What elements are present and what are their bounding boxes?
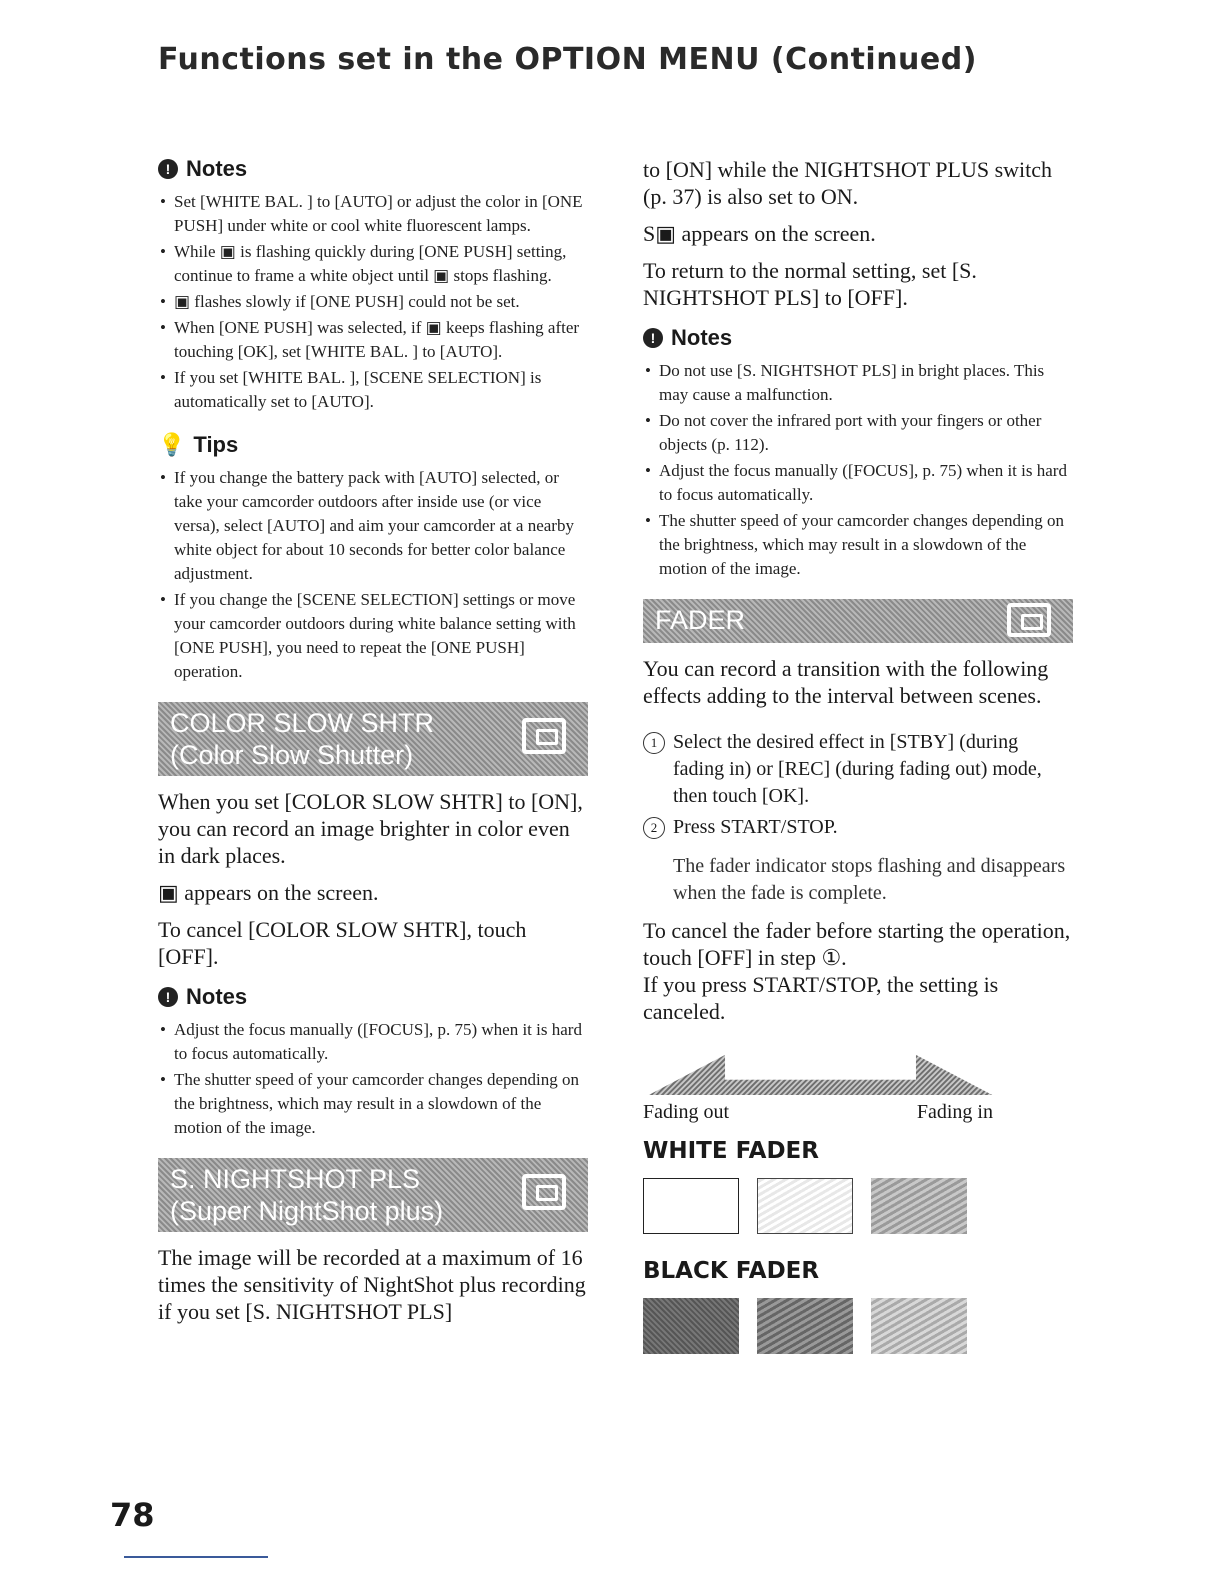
- fade-in-label: Fading in: [916, 1101, 993, 1123]
- list-item: • If you change the [SCENE SELECTION] settings or move your camcorder outdoors during white balance setting with [ONE PUSH], you need to repeat the [ONE PUSH] operation.: [158, 588, 588, 684]
- section-banner-nightshot: S. NIGHTSHOT PLS (Super NightShot plus): [158, 1158, 588, 1232]
- notes-heading: ! Notes: [643, 325, 1073, 351]
- step-number-icon: 2: [643, 817, 665, 839]
- step-item: 1 Select the desired effect in [STBY] (during fading in) or [REC] (during fading out) mode, then touch [OK].: [643, 729, 1073, 810]
- fade-diagram: [643, 1053, 998, 1095]
- page-number: 78: [110, 1496, 155, 1534]
- notes-list: [158, 190, 588, 414]
- camera-fader-icon: [1007, 603, 1051, 637]
- tips-heading: 💡 Tips: [158, 432, 239, 457]
- tips-list: [158, 466, 588, 684]
- body-text: To cancel [COLOR SLOW SHTR], touch [OFF].: [158, 917, 527, 969]
- notes-list: [643, 359, 1073, 581]
- step-item: 2 Press START/STOP.: [643, 814, 1073, 841]
- lightbulb-icon: 💡: [158, 432, 186, 457]
- fader-sample-image: [643, 1298, 739, 1354]
- fader-sample-image: [757, 1178, 853, 1234]
- page-rule: [124, 1556, 268, 1558]
- camera-tape-icon: [522, 1174, 566, 1210]
- body-text: To cancel the fader before starting the operation, touch [OFF] in step ①.: [643, 918, 1071, 970]
- body-text: The image will be recorded at a maximum of 16 times the sensitivity of NightShot plus recording if you set [S. NIGHTSHOT PLS]: [158, 1245, 586, 1324]
- list-item: • ▣ flashes slowly if [ONE PUSH] could not be set.: [158, 290, 588, 314]
- fade-out-label: Fading out: [643, 1101, 730, 1123]
- body-text: When you set [COLOR SLOW SHTR] to [ON], you can record an image brighter in color even in dark places.: [158, 789, 583, 868]
- list-item: • The shutter speed of your camcorder changes depending on the brightness, which may result in a slowdown of the motion of the image.: [643, 509, 1073, 581]
- camera-tape-icon: [522, 718, 566, 754]
- left-column: [158, 156, 588, 1335]
- notes-icon: !: [158, 159, 178, 179]
- fade-middle-band: [725, 1080, 916, 1095]
- right-column: [643, 156, 1073, 1378]
- fader-sample-image: [871, 1178, 967, 1234]
- notes-list: [158, 1018, 588, 1140]
- list-item: • Adjust the focus manually ([FOCUS], p. 75) when it is hard to focus automatically.: [158, 1018, 588, 1066]
- list-item: • Set [WHITE BAL. ] to [AUTO] or adjust the color in [ONE PUSH] under white or cool white fluorescent lamps.: [158, 190, 588, 238]
- fader-sample-image: [757, 1298, 853, 1354]
- fade-in-wedge: [916, 1055, 992, 1095]
- steps-list: [643, 729, 1073, 841]
- step-number-icon: 1: [643, 732, 665, 754]
- black-fader-samples: [643, 1298, 1073, 1354]
- body-text: S▣ appears on the screen.: [643, 221, 876, 246]
- list-item: • Do not use [S. NIGHTSHOT PLS] in bright places. This may cause a malfunction.: [643, 359, 1073, 407]
- list-item: • While ▣ is flashing quickly during [ONE PUSH] setting, continue to frame a white object until ▣ stops flashing.: [158, 240, 588, 288]
- body-text: If you press START/STOP, the setting is canceled.: [643, 972, 999, 1024]
- list-item: • If you set [WHITE BAL. ], [SCENE SELECTION] is automatically set to [AUTO].: [158, 366, 588, 414]
- list-item: • Adjust the focus manually ([FOCUS], p. 75) when it is hard to focus automatically.: [643, 459, 1073, 507]
- fade-out-wedge: [649, 1055, 725, 1095]
- step-subtext: The fader indicator stops flashing and disappears when the fade is complete.: [673, 855, 1066, 904]
- notes-icon: !: [158, 987, 178, 1007]
- white-fader-samples: [643, 1178, 1073, 1234]
- section-banner-color-slow-shtr: COLOR SLOW SHTR (Color Slow Shutter): [158, 702, 588, 776]
- section-banner-fader: FADER: [643, 599, 1073, 643]
- white-fader-title: WHITE FADER: [643, 1138, 819, 1164]
- fade-labels: [643, 1100, 993, 1124]
- notes-heading: ! Notes: [158, 156, 588, 182]
- body-text: To return to the normal setting, set [S. NIGHTSHOT PLS] to [OFF].: [643, 258, 977, 310]
- fader-sample-image: [871, 1298, 967, 1354]
- list-item: • Do not cover the infrared port with your fingers or other objects (p. 112).: [643, 409, 1073, 457]
- body-text: You can record a transition with the following effects adding to the interval between scenes.: [643, 656, 1049, 708]
- fader-sample-image: [643, 1178, 739, 1234]
- list-item: • If you change the battery pack with [AUTO] selected, or take your camcorder outdoors after inside use (or vice versa), select [AUTO] and aim your camcorder at a nearby white object for about 10 seconds for better color balance adjustment.: [158, 466, 588, 586]
- body-text: to [ON] while the NIGHTSHOT PLUS switch (p. 37) is also set to ON.: [643, 157, 1053, 209]
- body-text: ▣ appears on the screen.: [158, 880, 379, 905]
- list-item: • When [ONE PUSH] was selected, if ▣ keeps flashing after touching [OK], set [WHITE BAL. ] to [AUTO].: [158, 316, 588, 364]
- notes-icon: !: [643, 328, 663, 348]
- page-header: Functions set in the OPTION MENU (Continued): [158, 42, 977, 77]
- notes-heading: ! Notes: [158, 984, 588, 1010]
- list-item: • The shutter speed of your camcorder changes depending on the brightness, which may result in a slowdown of the motion of the image.: [158, 1068, 588, 1140]
- black-fader-title: BLACK FADER: [643, 1258, 820, 1284]
